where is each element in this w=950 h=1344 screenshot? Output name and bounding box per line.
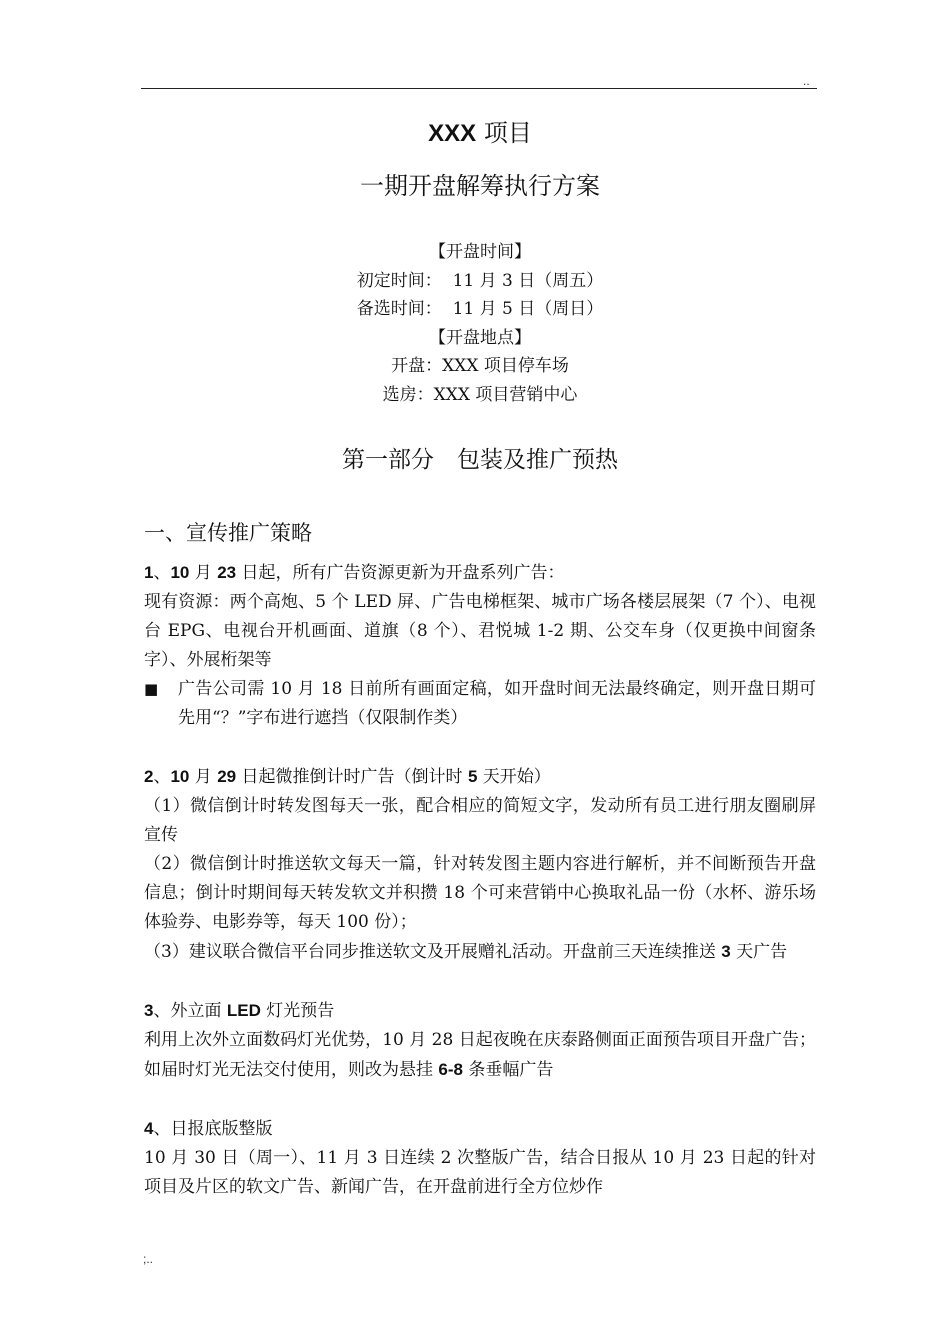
opening-venue: 开盘：XXX 项目停车场 xyxy=(391,356,569,377)
initial-time-label: 初定时间： xyxy=(356,270,442,291)
item-2-point-3 xyxy=(144,937,816,967)
item-2-point-3-end: 天广告 xyxy=(730,941,788,962)
backup-time xyxy=(144,295,816,324)
item-2-sep: 、 xyxy=(153,766,171,787)
item-2-point-2: （2）微信倒计时推送软文每天一篇，针对转发图主题内容进行解析，并不间断预告开盘信息；倒计时期间每天转发软文并积攒 18 个可来营销中心换取礼品一份（水杯、游乐场体验券、电影券等，每天 100 份）； xyxy=(144,853,816,932)
item-2-t2: 日起微推倒计时广告（倒计时 xyxy=(236,766,468,787)
item-1-resources: 现有资源：两个高炮、5 个 LED 屏、广告电梯框架、城市广场各楼层展架（7 个）、电视台 EPG、电视台开机画面、道旗（8 个）、君悦城 1-2 期、公交车身（仅更换中间窗条字）、外展桁架等 xyxy=(144,591,816,670)
bullet-square-icon: ■ xyxy=(144,679,159,698)
item-2-t3: 天开始） xyxy=(477,766,551,787)
item-1-month: 10 xyxy=(170,562,190,582)
item-1-sep: 、 xyxy=(153,562,171,583)
item-3-sep: 、 xyxy=(153,1000,171,1021)
item-1-t1: 月 xyxy=(189,562,218,583)
document-subtitle: 一期开盘解筹执行方案 xyxy=(360,172,600,200)
selection-venue: 选房：XXX 项目营销中心 xyxy=(382,384,578,405)
item-1-bullet-text: 广告公司需 10 月 18 日前所有画面定稿，如开盘时间无法最终确定，则开盘日期可先用“？”字布进行遮挡（仅限制作类） xyxy=(178,678,816,728)
item-2-t1: 月 xyxy=(189,766,218,787)
item-1-day: 23 xyxy=(217,562,237,582)
item-3-t1: 外立面 xyxy=(170,1000,227,1021)
item-3-number: 3 xyxy=(144,1000,154,1020)
item-2-point-3-text: （3）建议联合微信平台同步推送软文及开展赠礼活动。开盘前三天连续推送 xyxy=(144,941,722,962)
item-4-body: 10 月 30 日（周一）、11 月 3 日连续 2 次整版广告，结合日报从 10 月 23 日起的针对项目及片区的软文广告、新闻广告，在开盘前进行全方位炒作 xyxy=(144,1147,816,1197)
item-3-banner-count: 6-8 xyxy=(438,1059,463,1079)
item-3-body-text: 利用上次外立面数码灯光优势，10 月 28 日起夜晚在庆泰路侧面正面预告项目开盘广告；如届时灯光无法交付使用，则改为悬挂 xyxy=(144,1029,816,1080)
item-2-day: 29 xyxy=(217,766,237,786)
item-4-heading xyxy=(144,1114,816,1144)
item-2-heading xyxy=(144,762,816,792)
item-2-point-3-days: 3 xyxy=(721,941,731,961)
item-3-body xyxy=(144,1026,816,1085)
section-one-title: 一、宣传推广策略 xyxy=(144,520,312,545)
item-1-heading xyxy=(144,558,816,588)
opening-time-heading: 【开盘时间】 xyxy=(429,242,531,262)
opening-info xyxy=(144,238,816,410)
title-project-name: XXX xyxy=(428,120,477,147)
item-3-led: LED xyxy=(226,1000,261,1020)
initial-time-value: 11 月 3 日（周五） xyxy=(452,270,604,291)
item-3-t2: 灯光预告 xyxy=(260,1000,335,1021)
header-mark: .. xyxy=(803,74,810,88)
header-rule xyxy=(141,88,817,89)
item-2-month: 10 xyxy=(170,766,190,786)
item-3-body-end: 条垂幅广告 xyxy=(462,1059,554,1080)
initial-time xyxy=(144,267,816,296)
footer-mark: ;.. xyxy=(143,1252,154,1266)
title-suffix: 项目 xyxy=(483,119,532,147)
document-title xyxy=(144,117,816,150)
part-one-title: 第一部分 包装及推广预热 xyxy=(342,446,618,473)
item-1-number: 1 xyxy=(144,562,154,582)
item-2-countdown-days: 5 xyxy=(467,766,478,786)
item-2-number: 2 xyxy=(144,766,154,786)
item-4-sep: 、 xyxy=(153,1118,171,1139)
item-4-number: 4 xyxy=(144,1118,154,1138)
item-1-t2: 日起，所有广告资源更新为开盘系列广告： xyxy=(236,562,565,583)
backup-time-label: 备选时间： xyxy=(356,299,442,320)
backup-time-value: 11 月 5 日（周日） xyxy=(452,299,604,320)
opening-place-heading: 【开盘地点】 xyxy=(429,327,531,348)
item-4-t1: 日报底版整版 xyxy=(170,1118,273,1139)
document-body xyxy=(144,117,816,1202)
item-2-point-1: （1）微信倒计时转发图每天一张，配合相应的简短文字，发动所有员工进行朋友圈刷屏宣传 xyxy=(144,795,816,845)
item-1-bullet xyxy=(144,675,816,733)
item-3-heading xyxy=(144,996,816,1026)
